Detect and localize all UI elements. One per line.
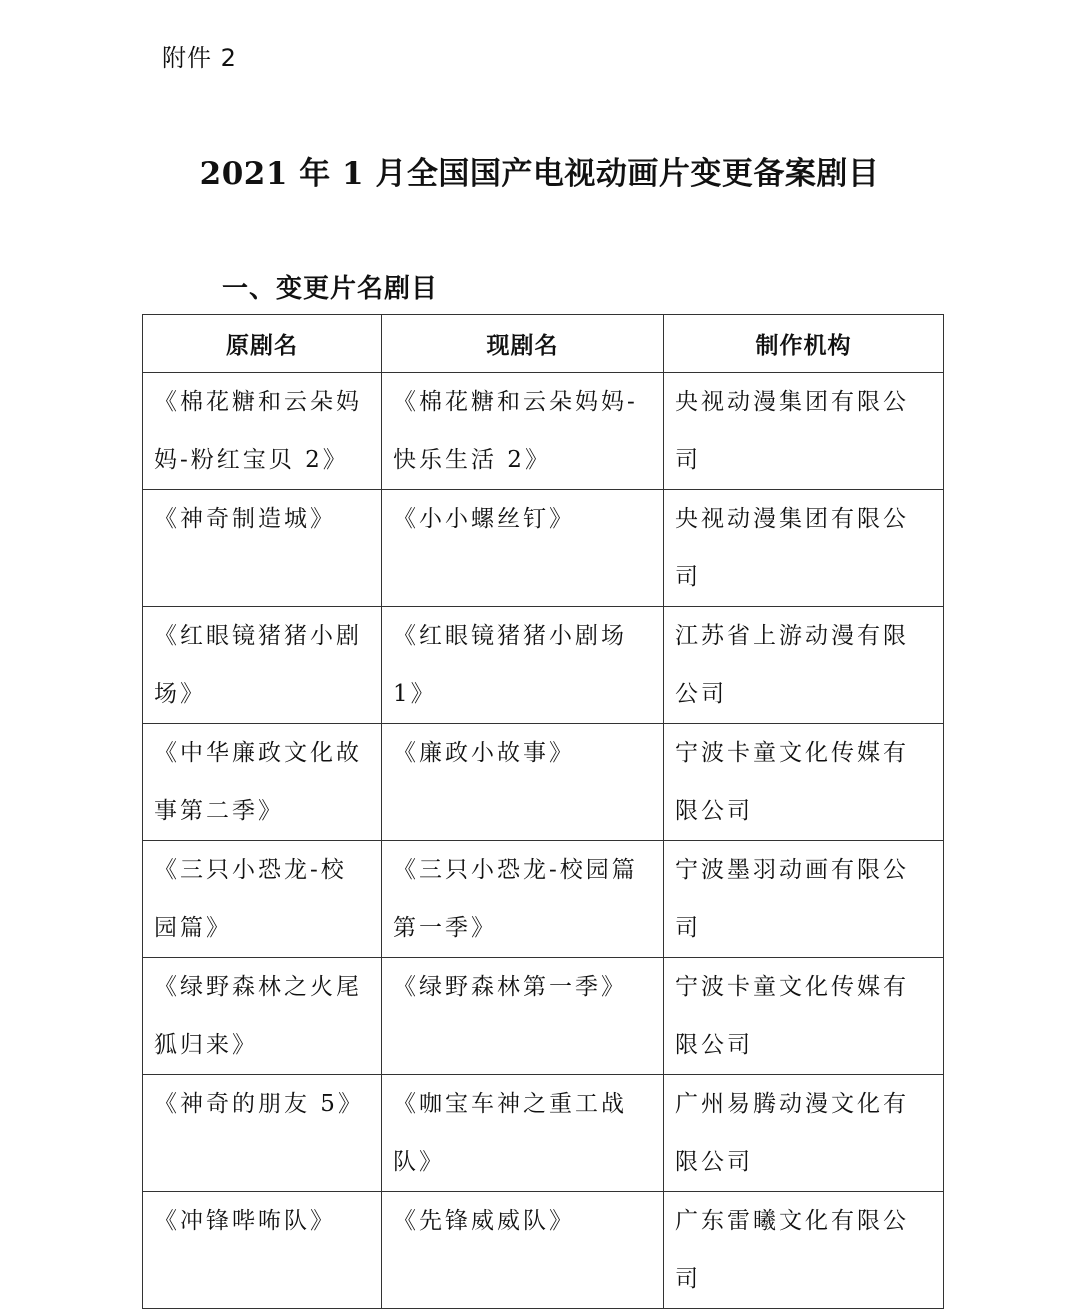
cell-original-title: 《棉花糖和云朵妈妈-粉红宝贝 2》 bbox=[143, 373, 382, 490]
cell-original-title: 《神奇的朋友 5》 bbox=[143, 1075, 382, 1192]
cell-original-title: 《中华廉政文化故事第二季》 bbox=[143, 724, 382, 841]
table-row bbox=[143, 607, 944, 724]
rename-table bbox=[142, 314, 944, 1309]
document-title: 2021 年 1 月全国国产电视动画片变更备案剧目 bbox=[199, 156, 880, 192]
cell-original-title: 《冲锋哔咘队》 bbox=[143, 1192, 382, 1309]
table-row bbox=[143, 1192, 944, 1309]
cell-original-title: 《三只小恐龙-校园篇》 bbox=[143, 841, 382, 958]
attachment-label: 附件 2 bbox=[162, 44, 237, 72]
table-row bbox=[143, 958, 944, 1075]
table-row bbox=[143, 841, 944, 958]
table-row bbox=[143, 490, 944, 607]
header-current-title: 现剧名 bbox=[382, 315, 664, 373]
cell-current-title: 《先锋威威队》 bbox=[382, 1192, 664, 1309]
cell-current-title: 《绿野森林第一季》 bbox=[382, 958, 664, 1075]
cell-original-title: 《红眼镜猪猪小剧场》 bbox=[143, 607, 382, 724]
table-row bbox=[143, 724, 944, 841]
table-row bbox=[143, 1075, 944, 1192]
cell-current-title: 《三只小恐龙-校园篇第一季》 bbox=[382, 841, 664, 958]
header-original-title: 原剧名 bbox=[143, 315, 382, 373]
cell-original-title: 《神奇制造城》 bbox=[143, 490, 382, 607]
table-row bbox=[143, 373, 944, 490]
cell-producer: 广东雷曦文化有限公司 bbox=[664, 1192, 944, 1309]
table-header-row bbox=[143, 315, 944, 373]
cell-producer: 央视动漫集团有限公司 bbox=[664, 490, 944, 607]
cell-producer: 宁波卡童文化传媒有限公司 bbox=[664, 958, 944, 1075]
cell-producer: 央视动漫集团有限公司 bbox=[664, 373, 944, 490]
header-producer: 制作机构 bbox=[664, 315, 944, 373]
cell-original-title: 《绿野森林之火尾狐归来》 bbox=[143, 958, 382, 1075]
cell-current-title: 《廉政小故事》 bbox=[382, 724, 664, 841]
cell-current-title: 《红眼镜猪猪小剧场 1》 bbox=[382, 607, 664, 724]
cell-current-title: 《棉花糖和云朵妈妈-快乐生活 2》 bbox=[382, 373, 664, 490]
cell-current-title: 《咖宝车神之重工战队》 bbox=[382, 1075, 664, 1192]
cell-producer: 江苏省上游动漫有限公司 bbox=[664, 607, 944, 724]
cell-producer: 广州易腾动漫文化有限公司 bbox=[664, 1075, 944, 1192]
section-heading: 一、变更片名剧目 bbox=[222, 274, 439, 304]
cell-producer: 宁波卡童文化传媒有限公司 bbox=[664, 724, 944, 841]
cell-producer: 宁波墨羽动画有限公司 bbox=[664, 841, 944, 958]
cell-current-title: 《小小螺丝钉》 bbox=[382, 490, 664, 607]
